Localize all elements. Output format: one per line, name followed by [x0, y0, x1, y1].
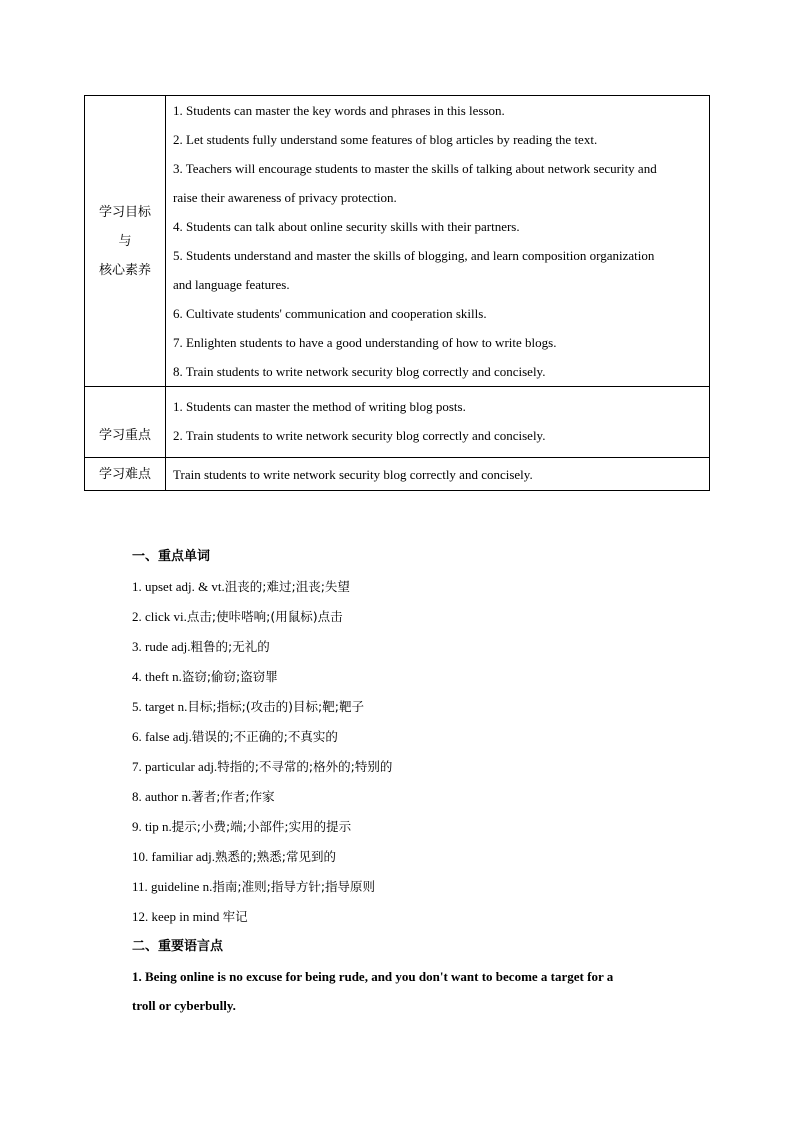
vocab-item [132, 872, 732, 902]
vocab-term: 2. click vi. [132, 609, 187, 624]
vocab-item [132, 812, 732, 842]
row-header-key-points [85, 387, 166, 458]
row-header-goals [85, 96, 166, 387]
vocabulary-list [132, 572, 732, 932]
key-point-line: 2. Train students to write network security blog correctly and concisely. [173, 427, 546, 443]
row-header-line: 与 [118, 233, 132, 249]
vocab-term: 8. author n. [132, 789, 192, 804]
vocab-item [132, 692, 732, 722]
vocab-item [132, 602, 732, 632]
row-content-goals [166, 96, 710, 387]
goal-line: 4. Students can talk about online security skills with their partners. [173, 219, 520, 234]
vocab-term: 3. rude adj. [132, 639, 191, 654]
vocab-meaning: 点击;使咔嗒响;(用鼠标)点击 [186, 609, 343, 624]
table-row-goals [85, 96, 710, 387]
vocab-term: 10. familiar adj. [132, 849, 216, 864]
goal-line: 2. Let students fully understand some features of blog articles by reading the text. [173, 132, 598, 147]
table-row-difficulties [85, 458, 710, 491]
vocab-term: 1. upset adj. & vt. [132, 579, 225, 594]
vocab-meaning: 著者;作者;作家 [191, 789, 275, 804]
vocab-item [132, 572, 732, 602]
vocab-meaning: 熟悉的;熟悉;常见到的 [215, 849, 336, 864]
vocab-meaning: 牢记 [222, 909, 248, 924]
goal-line: and language features. [173, 277, 290, 292]
vocab-item [132, 782, 732, 812]
language-point-line: 1. Being online is no excuse for being rude, and you don't want to become a target for a [132, 969, 614, 984]
goal-line: 7. Enlighten students to have a good understanding of how to write blogs. [173, 335, 557, 350]
vocab-term: 4. theft n. [132, 669, 182, 684]
vocab-item [132, 662, 732, 692]
vocab-term: 11. guideline n. [132, 879, 213, 894]
vocab-term: 6. false adj. [132, 729, 192, 744]
difficulty-line: Train students to write network security blog correctly and concisely. [173, 466, 533, 482]
row-header-difficulties [85, 458, 166, 491]
language-point-line: troll or cyberbully. [132, 998, 236, 1013]
vocab-meaning: 沮丧的;难过;沮丧;失望 [224, 579, 350, 594]
row-header-line: 核心素养 [98, 262, 151, 278]
row-header-line: 学习难点 [98, 466, 151, 482]
goal-line: 5. Students understand and master the skills of blogging, and learn composition organization [173, 248, 655, 263]
vocab-term: 7. particular adj. [132, 759, 218, 774]
row-content-key-points [166, 387, 710, 458]
vocab-meaning: 盗窃;偷窃;盗窃罪 [181, 669, 278, 684]
vocab-meaning: 指南;准则;指导方针;指导原则 [212, 879, 376, 894]
table-row-key-points [85, 387, 710, 458]
vocab-term: 5. target n. [132, 699, 188, 714]
key-point-line: 1. Students can master the method of writing blog posts. [173, 398, 466, 414]
vocab-meaning: 错误的;不正确的;不真实的 [191, 729, 338, 744]
goal-line: 6. Cultivate students' communication and cooperation skills. [173, 306, 487, 321]
vocab-meaning: 提示;小费;端;小部件;实用的提示 [171, 819, 352, 834]
vocab-item [132, 752, 732, 782]
vocab-term: 9. tip n. [132, 819, 172, 834]
goal-line: raise their awareness of privacy protection. [173, 190, 397, 205]
vocab-item [132, 632, 732, 662]
section-title-key-words: 一、重点单词 [132, 549, 211, 564]
vocab-item [132, 902, 732, 932]
goal-line: 8. Train students to write network security blog correctly and concisely. [173, 364, 546, 379]
lesson-notes [132, 542, 732, 1020]
row-header-line: 学习重点 [98, 428, 151, 443]
vocab-item [132, 842, 732, 872]
goal-line: 1. Students can master the key words and phrases in this lesson. [173, 103, 505, 118]
row-content-difficulties [166, 458, 710, 491]
vocab-term: 12. keep in mind [132, 909, 223, 924]
vocab-meaning: 特指的;不寻常的;格外的;特别的 [217, 759, 393, 774]
vocab-meaning: 目标;指标;(攻击的)目标;靶;靶子 [187, 699, 364, 714]
goal-line: 3. Teachers will encourage students to master the skills of talking about network security and [173, 161, 657, 176]
vocab-item [132, 722, 732, 752]
learning-goals-table [84, 95, 710, 491]
section-title-language-points: 二、重要语言点 [132, 939, 224, 954]
vocab-meaning: 粗鲁的;无礼的 [190, 639, 270, 654]
row-header-line: 学习目标 [98, 204, 151, 220]
